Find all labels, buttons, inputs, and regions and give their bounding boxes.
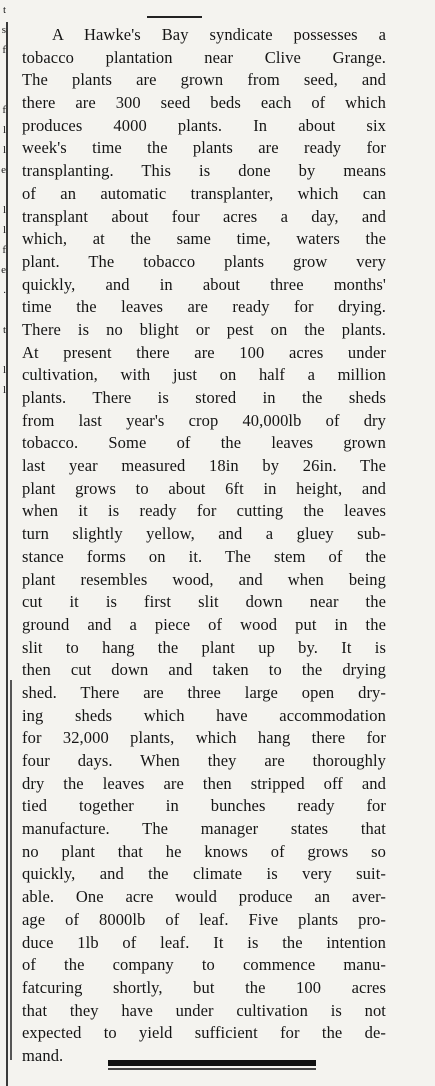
article-line: age of 8000lb of leaf. Five plants pro- (22, 909, 386, 929)
article-line: plant grows to about 6ft in height, and (22, 478, 386, 498)
article-line: duce 1lb of leaf. It is the intention (22, 932, 386, 952)
edge-char: s (1, 24, 6, 36)
article-line: quickly, and in about three months' (22, 274, 386, 294)
article-line: of the company to commence manu- (22, 955, 386, 975)
article-line: stance forms on it. The stem of the (22, 546, 386, 566)
edge-char: . (3, 284, 6, 296)
edge-char: l (2, 224, 6, 236)
article-line: slit to hang the plant up by. It is (22, 637, 386, 657)
article-line: plant resembles wood, and when being (22, 569, 386, 589)
article-line: when it is ready for cutting the leaves (22, 501, 386, 521)
article-line: last year measured 18in by 26in. The (22, 456, 386, 476)
article-line: from last year's crop 40,000lb of dry (22, 410, 386, 430)
article-line: there are 300 seed beds each of which (22, 93, 386, 113)
article-line: ing sheds which have accommodation (22, 705, 386, 725)
article-line: There is no blight or pest on the plants. (22, 319, 386, 339)
column-rule (6, 22, 8, 1086)
edge-char: t (2, 4, 6, 16)
article-line: of an automatic transplanter, which can (22, 183, 386, 203)
article-line: that they have under cultivation is not (22, 1000, 386, 1020)
top-separator-rule (147, 16, 202, 18)
article-line: tied together in bunches ready for (22, 796, 386, 816)
article-line: tobacco. Some of the leaves grown (22, 433, 386, 453)
article-line: dry the leaves are then stripped off and (22, 773, 386, 793)
edge-char: f (2, 244, 6, 256)
article-line: plant. The tobacco plants grow very (22, 251, 386, 271)
article-line: plants. There is stored in the sheds (22, 388, 386, 407)
article-line: mand. (22, 1045, 64, 1065)
article-line: ground and a piece of wood put in the (22, 614, 386, 634)
article-line: for 32,000 plants, which hang there for (22, 728, 386, 748)
article-line: no plant that he knows of grows so (22, 841, 386, 861)
bottom-separator-rule (108, 1060, 316, 1066)
article-line: able. One acre would produce an aver- (22, 887, 386, 907)
edge-char: l (2, 124, 6, 136)
article-line: produces 4000 plants. In about six (22, 115, 386, 135)
article-line: turn slightly yellow, and a gluey sub- (22, 524, 386, 544)
article-line: At present there are 100 acres under (22, 342, 386, 362)
column-rule-secondary (10, 680, 12, 1060)
edge-char: e (1, 264, 6, 276)
edge-char: f (2, 104, 6, 116)
article-line: time the leaves are ready for drying. (22, 297, 386, 317)
article-line: A Hawke's Bay syndicate possesses a (52, 25, 386, 44)
article-line: week's time the plants are ready for (22, 138, 386, 158)
article-line: then cut down and taken to the drying (22, 660, 386, 680)
article-line: cut it is first slit down near the (22, 592, 386, 612)
article-line: fatcuring shortly, but the 100 acres (22, 977, 386, 997)
article-line: transplant about four acres a day, and (22, 206, 386, 226)
article-line: expected to yield sufficient for the de- (22, 1023, 386, 1043)
article-line: transplanting. This is done by means (22, 161, 386, 181)
article-line: four days. When they are thoroughly (22, 751, 386, 770)
edge-char: e (1, 164, 6, 176)
article-line: shed. There are three large open dry- (22, 682, 386, 702)
edge-char: l (2, 144, 6, 156)
article-line: quickly, and the climate is very suit- (22, 864, 386, 884)
edge-char: f (2, 44, 6, 56)
article-line: tobacco plantation near Clive Grange. (22, 47, 386, 67)
article-line: cultivation, with just on half a million (22, 365, 386, 385)
article-body (22, 24, 386, 1068)
edge-char: l (2, 364, 6, 376)
article-line: The plants are grown from seed, and (22, 70, 386, 90)
edge-char: t (2, 324, 6, 336)
edge-char: l (2, 204, 6, 216)
article-line: manufacture. The manager states that (22, 819, 386, 839)
edge-char: l (2, 384, 6, 396)
article-line: which, at the same time, waters the (22, 229, 386, 249)
bottom-separator-rule-thin (108, 1068, 316, 1070)
